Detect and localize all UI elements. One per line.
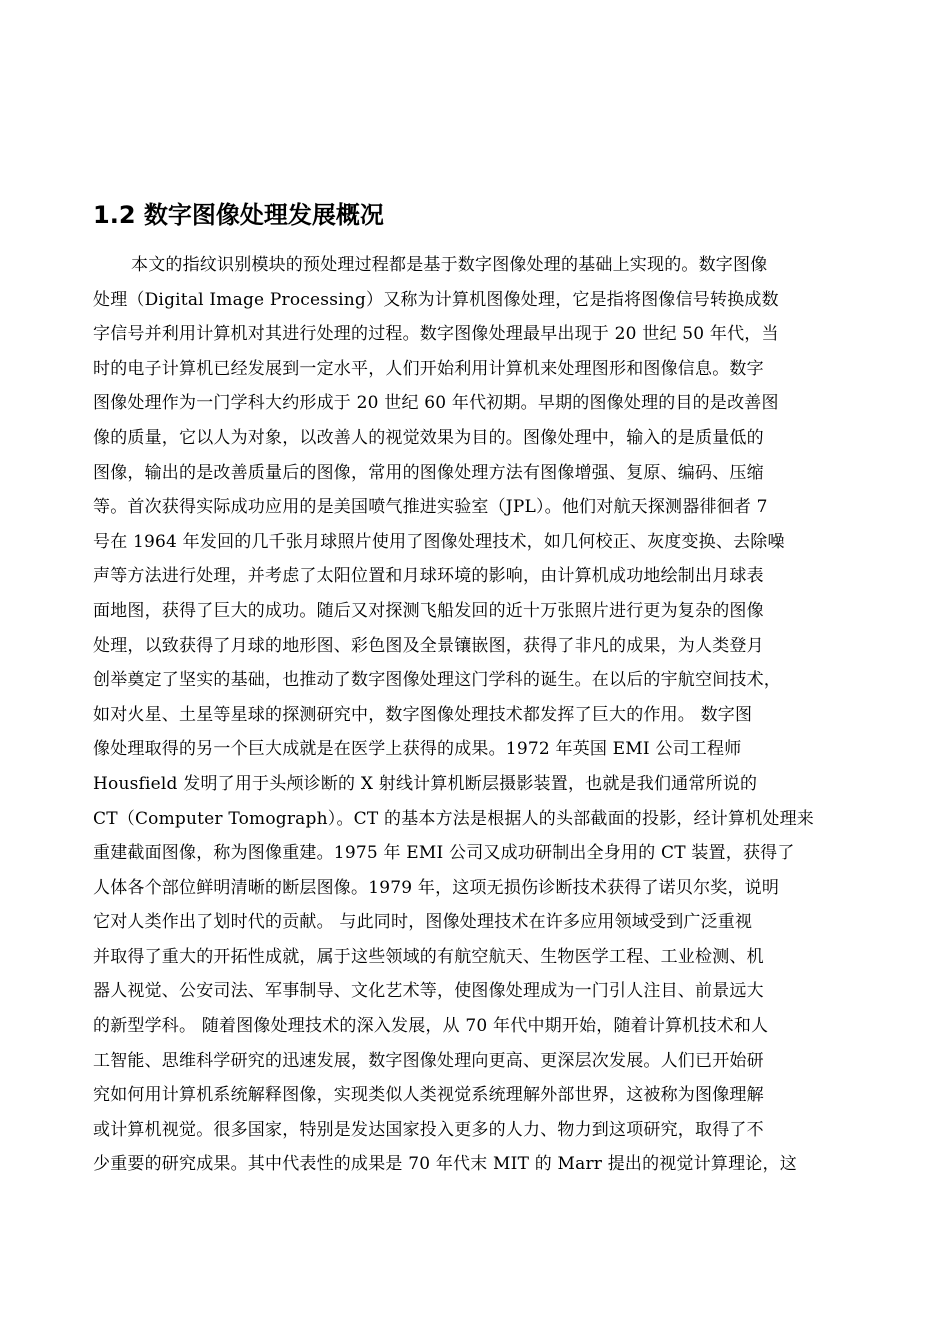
paragraph-line: 的新型学科。 随着图像处理技术的深入发展，从 70 年代中期开始，随着计算机技术和人 (93, 1016, 769, 1037)
paragraph-line: 等。首次获得实际成功应用的是美国喷气推进实验室（JPL）。他们对航天探测器徘徊者 7 (93, 497, 768, 518)
paragraph-line: 创举奠定了坚实的基础，也推动了数字图像处理这门学科的诞生。在以后的宇航空间技术， (93, 670, 781, 691)
paragraph-line: 它对人类作出了划时代的贡献。 与此同时，图像处理技术在许多应用领域受到广泛重视 (93, 912, 753, 933)
paragraph-line: Housfield 发明了用于头颅诊断的 X 射线计算机断层摄影装置，也就是我们通常所说的 (93, 773, 758, 794)
paragraph-line: 本文的指纹识别模块的预处理过程都是基于数字图像处理的基础上实现的。数字图像 (131, 255, 768, 275)
paragraph-line: CT（Computer Tomograph）。CT 的基本方法是根据人的头部截面的投影，经计算机处理来 (93, 808, 814, 829)
paragraph-line: 时的电子计算机已经发展到一定水平，人们开始利用计算机来处理图形和图像信息。数字 (93, 358, 764, 379)
paragraph-line: 如对火星、土星等星球的探测研究中，数字图像处理技术都发挥了巨大的作用。 数字图 (93, 704, 753, 725)
paragraph-line: 图像处理作为一门学科大约形成于 20 世纪 60 年代初期。早期的图像处理的目的是改善图 (93, 393, 779, 414)
paragraph-line: 少重要的研究成果。其中代表性的成果是 70 年代末 MIT 的 Marr 提出的视觉计算理论，这 (93, 1154, 797, 1175)
paragraph-line: 器人视觉、公安司法、军事制导、文化艺术等，使图像处理成为一门引人注目、前景远大 (93, 981, 764, 1002)
body-paragraph (93, 248, 853, 1182)
paragraph-line: 工智能、思维科学研究的迅速发展，数字图像处理向更高、更深层次发展。人们已开始研 (93, 1050, 764, 1071)
paragraph-line: 处理（Digital Image Processing）又称为计算机图像处理，它是指将图像信号转换成数 (93, 289, 779, 310)
paragraph-line: 图像，输出的是改善质量后的图像，常用的图像处理方法有图像增强、复原、编码、压缩 (93, 462, 764, 483)
paragraph-line: 人体各个部位鲜明清晰的断层图像。1979 年，这项无损伤诊断技术获得了诺贝尔奖，说明 (93, 877, 780, 898)
paragraph-line: 或计算机视觉。很多国家，特别是发达国家投入更多的人力、物力到这项研究，取得了不 (93, 1119, 764, 1140)
paragraph-line: 面地图，获得了巨大的成功。随后又对探测飞船发回的近十万张照片进行更为复杂的图像 (93, 600, 764, 621)
paragraph-line: 声等方法进行处理，并考虑了太阳位置和月球环境的影响，由计算机成功地绘制出月球表 (93, 566, 764, 587)
paragraph-line: 像处理取得的另一个巨大成就是在医学上获得的成果。1972 年英国 EMI 公司工程师 (93, 739, 742, 760)
section-heading: 1.2 数字图像处理发展概况 (93, 201, 384, 229)
paragraph-line: 号在 1964 年发回的几千张月球照片使用了图像处理技术，如几何校正、灰度变换、去除噪 (93, 531, 785, 552)
paragraph-line: 重建截面图像，称为图像重建。1975 年 EMI 公司又成功研制出全身用的 CT 装置，获得了 (93, 843, 795, 864)
paragraph-line: 处理，以致获得了月球的地形图、彩色图及全景镶嵌图，获得了非凡的成果，为人类登月 (93, 635, 764, 656)
paragraph-line: 并取得了重大的开拓性成就，属于这些领域的有航空航天、生物医学工程、工业检测、机 (93, 946, 764, 967)
paragraph-line: 像的质量，它以人为对象，以改善人的视觉效果为目的。图像处理中，输入的是质量低的 (93, 427, 764, 448)
paragraph-line: 字信号并利用计算机对其进行处理的过程。数字图像处理最早出现于 20 世纪 50 年代，当 (93, 324, 779, 345)
paragraph-line: 究如何用计算机系统解释图像，实现类似人类视觉系统理解外部世界，这被称为图像理解 (93, 1085, 764, 1106)
